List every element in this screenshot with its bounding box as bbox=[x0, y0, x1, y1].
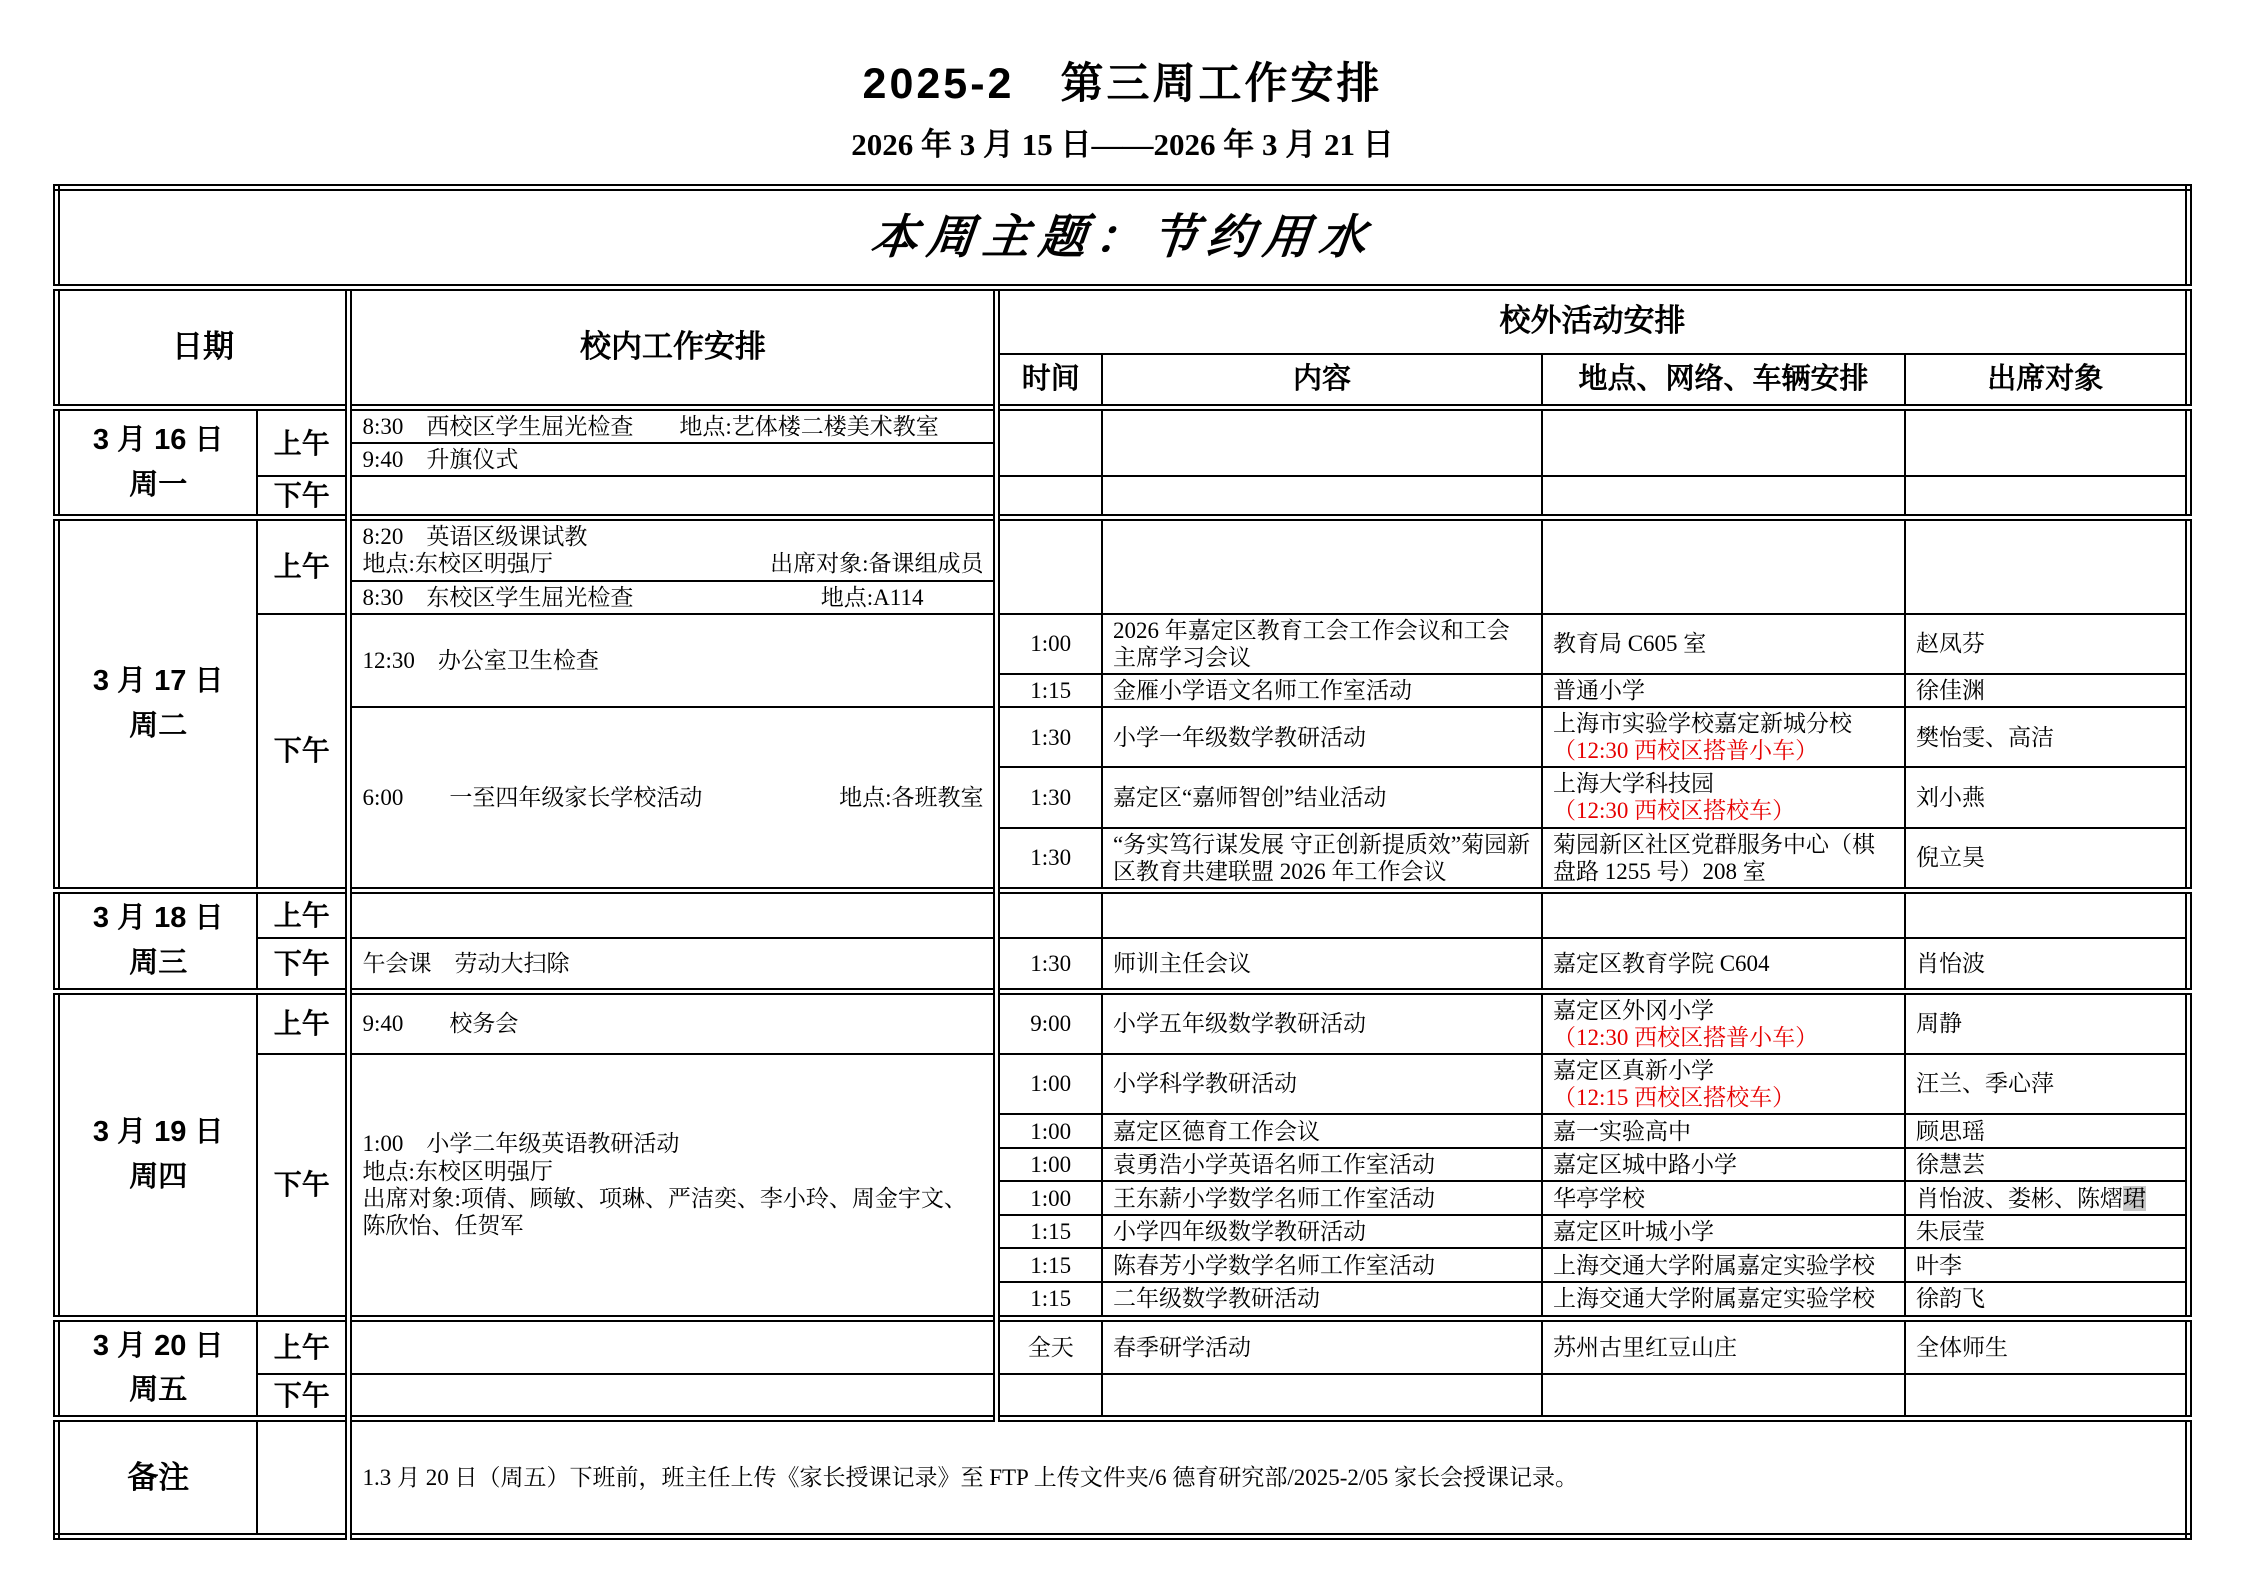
date-fri: 3 月 20 日 bbox=[92, 1329, 224, 1362]
week-theme-text: 本周主题：节约用水 bbox=[867, 209, 1378, 265]
inschool-thu-am: 9:40 校务会 bbox=[349, 991, 997, 1054]
event-content: 小学五年级数学教研活动 bbox=[1102, 991, 1542, 1054]
header-location: 地点、网络、车辆安排 bbox=[1542, 354, 1905, 408]
event-location: 普通小学 bbox=[1542, 674, 1905, 707]
notes-spacer-cell bbox=[257, 1419, 349, 1537]
inschool-tue-am1 bbox=[349, 518, 997, 581]
event-content: 嘉定区“嘉师智创”结业活动 bbox=[1102, 767, 1542, 827]
header-attendees: 出席对象 bbox=[1905, 354, 2188, 408]
session-label-fri-pm: 下午 bbox=[257, 1374, 349, 1419]
weekday-tue: 周二 bbox=[129, 710, 188, 743]
event-location: 嘉一实验高中 bbox=[1542, 1114, 1905, 1148]
date-thu: 3 月 19 日 bbox=[92, 1115, 224, 1148]
event-attendees: 朱辰莹 bbox=[1905, 1215, 2188, 1248]
offcampus-mon-am-content bbox=[1102, 408, 1542, 477]
offcampus-fri-pm-content bbox=[1102, 1374, 1542, 1419]
notes-label: 备注 bbox=[57, 1419, 257, 1537]
inschool-tue-pm2-location: 地点:各班教室 bbox=[839, 784, 984, 810]
event-time: 1:30 bbox=[997, 828, 1102, 891]
session-label-tue-am: 上午 bbox=[257, 518, 349, 614]
event-time: 1:30 bbox=[997, 767, 1102, 827]
event-content: 嘉定区德育工作会议 bbox=[1102, 1114, 1542, 1148]
inschool-tue-am2-title: 8:30 东校区学生屈光检查 bbox=[362, 584, 634, 610]
session-label-wed-am: 上午 bbox=[257, 890, 349, 938]
event-attendees bbox=[1905, 1181, 2188, 1215]
page-title: 2025-2 第三周工作安排 bbox=[862, 60, 1383, 108]
event-attendees: 徐佳渊 bbox=[1905, 674, 2188, 707]
session-label-tue-pm: 下午 bbox=[257, 614, 349, 891]
inschool-tue-am2 bbox=[349, 581, 997, 614]
event-location-note: （12:15 西校区搭校车） bbox=[1552, 1085, 1796, 1111]
event-time: 1:00 bbox=[997, 1054, 1102, 1114]
event-content: 春季研学活动 bbox=[1102, 1318, 1542, 1374]
event-attendees: 樊怡雯、高洁 bbox=[1905, 707, 2188, 767]
session-label-thu-pm: 下午 bbox=[257, 1054, 349, 1318]
inschool-tue-am1-location: 地点:东校区明强厅 bbox=[362, 551, 553, 577]
weekday-mon: 周一 bbox=[129, 468, 188, 501]
event-attendees: 汪兰、季心萍 bbox=[1905, 1054, 2188, 1114]
event-time: 1:30 bbox=[997, 707, 1102, 767]
event-attendees: 赵凤芬 bbox=[1905, 614, 2188, 674]
header-time: 时间 bbox=[997, 354, 1102, 408]
event-location: 上海交通大学附属嘉定实验学校 bbox=[1542, 1248, 1905, 1282]
inschool-mon-am1: 8:30 西校区学生屈光检查 地点:艺体楼二楼美术教室 bbox=[349, 408, 997, 444]
event-location-note: （12:30 西校区搭校车） bbox=[1552, 798, 1796, 824]
offcampus-mon-pm-attendees bbox=[1905, 476, 2188, 518]
offcampus-mon-pm-location bbox=[1542, 476, 1905, 518]
date-cell-thu bbox=[57, 991, 257, 1318]
date-cell-fri bbox=[57, 1318, 257, 1419]
offcampus-wed-am-content bbox=[1102, 890, 1542, 938]
notes-text: 1.3 月 20 日（周五）下班前，班主任上传《家长授课记录》至 FTP 上传文件夹/6 德育研究部/2025-2/05 家长会授课记录。 bbox=[349, 1419, 2188, 1537]
offcampus-tue-am-content bbox=[1102, 518, 1542, 614]
offcampus-tue-am-location bbox=[1542, 518, 1905, 614]
event-content: 王东薪小学数学名师工作室活动 bbox=[1102, 1181, 1542, 1215]
inschool-tue-pm2-title: 6:00 一至四年级家长学校活动 bbox=[362, 784, 703, 810]
offcampus-fri-pm-location bbox=[1542, 1374, 1905, 1419]
event-time: 1:00 bbox=[997, 614, 1102, 674]
event-location: 菊园新区社区党群服务中心（棋盘路 1255 号）208 室 bbox=[1542, 828, 1905, 891]
event-location bbox=[1542, 707, 1905, 767]
event-location-text: 嘉定区外冈小学 bbox=[1552, 997, 1714, 1023]
event-content: 二年级数学教研活动 bbox=[1102, 1282, 1542, 1318]
event-attendees: 徐慧芸 bbox=[1905, 1148, 2188, 1181]
header-date: 日期 bbox=[57, 288, 349, 408]
event-location: 上海交通大学附属嘉定实验学校 bbox=[1542, 1282, 1905, 1318]
event-time: 1:30 bbox=[997, 938, 1102, 991]
event-time: 1:00 bbox=[997, 1148, 1102, 1181]
event-attendees-text: 肖怡波、娄彬、陈熠 bbox=[1915, 1185, 2123, 1211]
event-location: 苏州古里红豆山庄 bbox=[1542, 1318, 1905, 1374]
session-label-mon-pm: 下午 bbox=[257, 476, 349, 518]
inschool-tue-am1-title: 8:20 英语区级课试教 bbox=[362, 524, 588, 550]
event-content: 小学四年级数学教研活动 bbox=[1102, 1215, 1542, 1248]
event-content: 小学科学教研活动 bbox=[1102, 1054, 1542, 1114]
event-attendees: 叶李 bbox=[1905, 1248, 2188, 1282]
inschool-wed-pm: 午会课 劳动大扫除 bbox=[349, 938, 997, 991]
inschool-mon-am2: 9:40 升旗仪式 bbox=[349, 443, 997, 476]
header-content: 内容 bbox=[1102, 354, 1542, 408]
event-attendees: 周静 bbox=[1905, 991, 2188, 1054]
event-location bbox=[1542, 1054, 1905, 1114]
offcampus-tue-am-attendees bbox=[1905, 518, 2188, 614]
event-location-note: （12:30 西校区搭普小车） bbox=[1552, 1024, 1819, 1050]
event-content: “务实笃行谋发展 守正创新提质效”菊园新区教育共建联盟 2026 年工作会议 bbox=[1102, 828, 1542, 891]
event-attendees: 全体师生 bbox=[1905, 1318, 2188, 1374]
event-location: 嘉定区城中路小学 bbox=[1542, 1148, 1905, 1181]
event-location-text: 嘉定区真新小学 bbox=[1552, 1057, 1714, 1083]
session-label-fri-am: 上午 bbox=[257, 1318, 349, 1374]
event-location-text: 上海大学科技园 bbox=[1552, 771, 1714, 797]
inschool-wed-am bbox=[349, 890, 997, 938]
event-attendees-highlighted: 珺 bbox=[2122, 1185, 2146, 1211]
session-label-mon-am: 上午 bbox=[257, 408, 349, 477]
event-attendees: 刘小燕 bbox=[1905, 767, 2188, 827]
event-time: 1:00 bbox=[997, 1114, 1102, 1148]
event-location bbox=[1542, 991, 1905, 1054]
session-label-thu-am: 上午 bbox=[257, 991, 349, 1054]
event-time: 1:00 bbox=[997, 1181, 1102, 1215]
inschool-fri-pm bbox=[349, 1374, 997, 1419]
event-content: 小学一年级数学教研活动 bbox=[1102, 707, 1542, 767]
offcampus-tue-am-time bbox=[997, 518, 1102, 614]
offcampus-wed-am-location bbox=[1542, 890, 1905, 938]
date-cell-wed bbox=[57, 890, 257, 991]
event-time: 1:15 bbox=[997, 674, 1102, 707]
event-content: 师训主任会议 bbox=[1102, 938, 1542, 991]
header-offcampus: 校外活动安排 bbox=[997, 288, 2188, 354]
page-date-range: 2026 年 3 月 15 日——2026 年 3 月 21 日 bbox=[851, 127, 1394, 162]
offcampus-wed-am-attendees bbox=[1905, 890, 2188, 938]
date-cell-tue bbox=[57, 518, 257, 891]
event-time: 1:15 bbox=[997, 1215, 1102, 1248]
offcampus-fri-pm-attendees bbox=[1905, 1374, 2188, 1419]
event-location bbox=[1542, 767, 1905, 827]
event-time: 全天 bbox=[997, 1318, 1102, 1374]
week-theme-cell bbox=[57, 188, 2188, 288]
weekday-wed: 周三 bbox=[129, 946, 188, 979]
event-location: 教育局 C605 室 bbox=[1542, 614, 1905, 674]
date-tue: 3 月 17 日 bbox=[92, 665, 224, 698]
offcampus-mon-pm-time bbox=[997, 476, 1102, 518]
weekday-fri: 周五 bbox=[129, 1374, 188, 1407]
date-mon: 3 月 16 日 bbox=[92, 423, 224, 456]
inschool-thu-pm-title: 1:00 小学二年级英语教研活动 bbox=[362, 1131, 680, 1157]
date-cell-mon bbox=[57, 408, 257, 518]
offcampus-mon-am-attendees bbox=[1905, 408, 2188, 477]
event-attendees: 顾思瑶 bbox=[1905, 1114, 2188, 1148]
event-location-note: （12:30 西校区搭普小车） bbox=[1552, 738, 1819, 764]
event-content: 陈春芳小学数学名师工作室活动 bbox=[1102, 1248, 1542, 1282]
event-location-text: 上海市实验学校嘉定新城分校 bbox=[1552, 711, 1852, 737]
inschool-tue-am2-location: 地点:A114 bbox=[820, 584, 924, 610]
event-location: 华亭学校 bbox=[1542, 1181, 1905, 1215]
offcampus-mon-am-location bbox=[1542, 408, 1905, 477]
header-inschool: 校内工作安排 bbox=[349, 288, 997, 408]
event-content: 金雁小学语文名师工作室活动 bbox=[1102, 674, 1542, 707]
session-label-wed-pm: 下午 bbox=[257, 938, 349, 991]
inschool-thu-pm bbox=[349, 1054, 997, 1318]
inschool-tue-pm2 bbox=[349, 707, 997, 890]
inschool-thu-pm-attendees: 出席对象:项倩、顾敏、项琳、严洁奕、李小玲、周金宇文、陈欣怡、任贺军 bbox=[362, 1185, 967, 1238]
event-location: 嘉定区叶城小学 bbox=[1542, 1215, 1905, 1248]
offcampus-wed-am-time bbox=[997, 890, 1102, 938]
offcampus-mon-am-time bbox=[997, 408, 1102, 477]
event-content: 袁勇浩小学英语名师工作室活动 bbox=[1102, 1148, 1542, 1181]
inschool-tue-am1-attendees: 出席对象:备课组成员 bbox=[770, 551, 984, 577]
event-time: 1:15 bbox=[997, 1248, 1102, 1282]
event-attendees: 倪立昊 bbox=[1905, 828, 2188, 891]
event-attendees: 肖怡波 bbox=[1905, 938, 2188, 991]
offcampus-fri-pm-time bbox=[997, 1374, 1102, 1419]
inschool-mon-pm bbox=[349, 476, 997, 518]
inschool-thu-pm-location: 地点:东校区明强厅 bbox=[362, 1158, 553, 1184]
event-time: 9:00 bbox=[997, 991, 1102, 1054]
offcampus-mon-pm-content bbox=[1102, 476, 1542, 518]
weekday-thu: 周四 bbox=[129, 1160, 188, 1193]
event-content: 2026 年嘉定区教育工会工作会议和工会主席学习会议 bbox=[1102, 614, 1542, 674]
inschool-fri-am bbox=[349, 1318, 997, 1374]
event-attendees: 徐韵飞 bbox=[1905, 1282, 2188, 1318]
inschool-tue-pm1: 12:30 办公室卫生检查 bbox=[349, 614, 997, 707]
event-time: 1:15 bbox=[997, 1282, 1102, 1318]
event-location: 嘉定区教育学院 C604 bbox=[1542, 938, 1905, 991]
weekly-schedule-table bbox=[53, 184, 2191, 1540]
date-wed: 3 月 18 日 bbox=[92, 901, 224, 934]
